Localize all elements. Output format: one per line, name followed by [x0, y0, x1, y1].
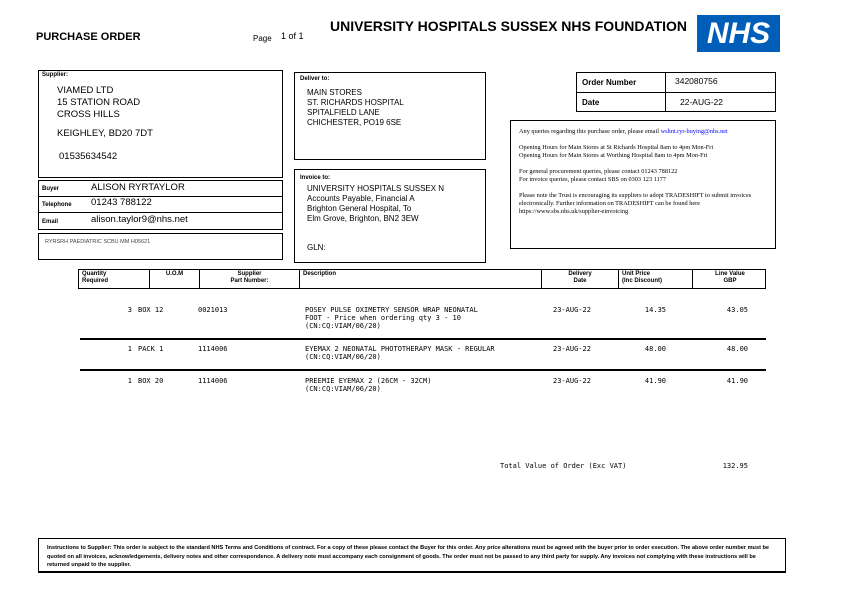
invoice-to-label: Invoice to: — [300, 175, 331, 181]
order-details-box — [576, 72, 776, 112]
tradeshift-note: Please note the Trust is encouraging its suppliers to adopt TRADESHIFT to submit invoices electronically. Further information on TRADESHIFT can be found here https://www.sbs.nhs.uk/supplier-einvoicing — [519, 192, 752, 215]
row-uom: PACK 1 — [138, 345, 164, 353]
header-unit-price: Unit Price (Inc Discount) — [618, 270, 692, 288]
header-part-number: Supplier Part Number: — [199, 270, 299, 288]
row-unit-price: 48.00 — [644, 345, 666, 353]
header-delivery-date: Delivery Date — [541, 270, 618, 288]
cost-code-box — [38, 233, 283, 260]
supplier-address-1: 15 STATION ROAD — [57, 97, 141, 108]
order-date: 22-AUG-22 — [680, 97, 723, 107]
hours-st-richards: Opening Hours for Main Stores at St Richards Hospital 8am to 4pm Mon-Fri — [519, 144, 714, 151]
row-quantity: 1 — [127, 377, 132, 385]
deliver-to-box — [294, 72, 486, 160]
invoice-line: UNIVERSITY HOSPITALS SUSSEX N — [307, 184, 445, 193]
row-line-value: 43.05 — [726, 306, 748, 314]
supplier-town: KEIGHLEY, BD20 7DT — [57, 128, 153, 139]
header-description: Description — [299, 270, 541, 288]
buyer-email: alison.taylor9@nhs.net — [91, 214, 188, 225]
invoice-line: Brighton General Hospital, To — [307, 204, 412, 213]
row-delivery-date: 23-AUG-22 — [553, 306, 591, 314]
supplier-address-2: CROSS HILLS — [57, 109, 120, 120]
supplier-box — [38, 70, 283, 178]
row-uom: BOX 12 — [138, 306, 164, 314]
row-line-value: 48.00 — [726, 345, 748, 353]
buyer-telephone: 01243 788122 — [91, 197, 152, 208]
document-title: PURCHASE ORDER — [36, 31, 141, 43]
email-label: Email — [42, 219, 59, 225]
invoice-line: Elm Grove, Brighton, BN2 3EW — [307, 214, 419, 223]
row-delivery-date: 23-AUG-22 — [553, 345, 591, 353]
row-delivery-date: 23-AUG-22 — [553, 377, 591, 385]
instructions-box — [38, 538, 786, 573]
total-value: 132.95 — [722, 462, 748, 470]
header-quantity: Quantity Required — [82, 271, 109, 284]
nhs-logo: NHS — [697, 15, 780, 52]
cost-code: RYRSRH PAEDIATRIC SCBU MM H05621 — [45, 239, 151, 245]
supplier-name: VIAMED LTD — [57, 85, 114, 96]
invoice-line: Accounts Payable, Financial A — [307, 194, 415, 203]
date-label: Date — [582, 98, 600, 107]
deliver-line: MAIN STORES — [307, 88, 362, 97]
page-number: 1 of 1 — [281, 31, 304, 41]
row-description: PREEMIE EYEMAX 2 (26CM - 32CM) (CN:CQ:VIAM/06/20) — [305, 377, 432, 393]
header-line-value: Line Value GBP — [692, 270, 767, 288]
buyer-box — [38, 180, 283, 230]
invoice-contact: For invoice queries, please contact SBS on 0303 123 1177 — [519, 176, 667, 183]
gln-label: GLN: — [307, 243, 326, 252]
deliver-line: ST. RICHARDS HOSPITAL — [307, 98, 404, 107]
supplier-instructions: Instructions to Supplier: This order is subject to the standard NHS Terms and Conditions of contract. For a copy of these please contact the Buyer for this order. Any price alterations must be agreed with the buyer prior to order execution. The above order number must be quoted on all invoices, acknowledgements, delivery notes and other correspondence. A delivery note must accompany each consignment of goods. The order must not be passed to any third party for supply. Any invoices not complying with these instructions will be returned unpaid to the supplier. — [47, 545, 770, 568]
buyer-label: Buyer — [42, 186, 60, 192]
row-part-number: 1114006 — [198, 345, 228, 353]
row-divider — [80, 369, 766, 371]
buyer-name: ALISON RYRTAYLOR — [91, 182, 185, 193]
organisation-title: UNIVERSITY HOSPITALS SUSSEX NHS FOUNDATION — [330, 18, 688, 34]
supplier-label: Supplier: — [42, 72, 69, 78]
deliver-line: SPITALFIELD LANE — [307, 108, 380, 117]
deliver-to-label: Deliver to: — [300, 76, 330, 82]
invoice-to-box — [294, 169, 486, 263]
row-divider — [80, 338, 766, 340]
supplier-phone: 01535634542 — [59, 151, 118, 162]
items-table-header — [78, 269, 766, 289]
queries-text: Any queries regarding this purchase order, please email — [519, 128, 661, 135]
total-label: Total Value of Order (Exc VAT) — [500, 462, 627, 470]
row-part-number: 0021013 — [198, 306, 228, 314]
row-uom: BOX 20 — [138, 377, 164, 385]
queries-email-link[interactable]: wshnt.ryr-buying@nhs.net — [660, 128, 728, 135]
row-description: POSEY PULSE OXIMETRY SENSOR WRAP NEONATAL FOOT - Price when ordering qty 3 - 10 (CN:CQ:VIAM/06/20) — [305, 306, 478, 330]
row-unit-price: 14.35 — [644, 306, 666, 314]
page-label: Page — [253, 34, 272, 43]
info-box — [510, 120, 776, 249]
header-uom: U.O.M — [149, 270, 199, 288]
procurement-contact: For general procurement queries, please contact 01243 788122 — [519, 168, 678, 175]
row-line-value: 41.90 — [726, 377, 748, 385]
hours-worthing: Opening Hours for Main Stores at Worthing Hospital 8am to 4pm Mon-Fri — [519, 152, 708, 159]
row-part-number: 1114006 — [198, 377, 228, 385]
row-quantity: 3 — [127, 306, 132, 314]
order-number: 342080756 — [675, 76, 718, 86]
telephone-label: Telephone — [42, 202, 72, 208]
row-description: EYEMAX 2 NEONATAL PHOTOTHERAPY MASK - REGULAR (CN:CQ:VIAM/06/20) — [305, 345, 495, 361]
row-quantity: 1 — [127, 345, 132, 353]
order-number-label: Order Number — [582, 78, 637, 87]
deliver-line: CHICHESTER, PO19 6SE — [307, 118, 402, 127]
row-unit-price: 41.90 — [644, 377, 666, 385]
